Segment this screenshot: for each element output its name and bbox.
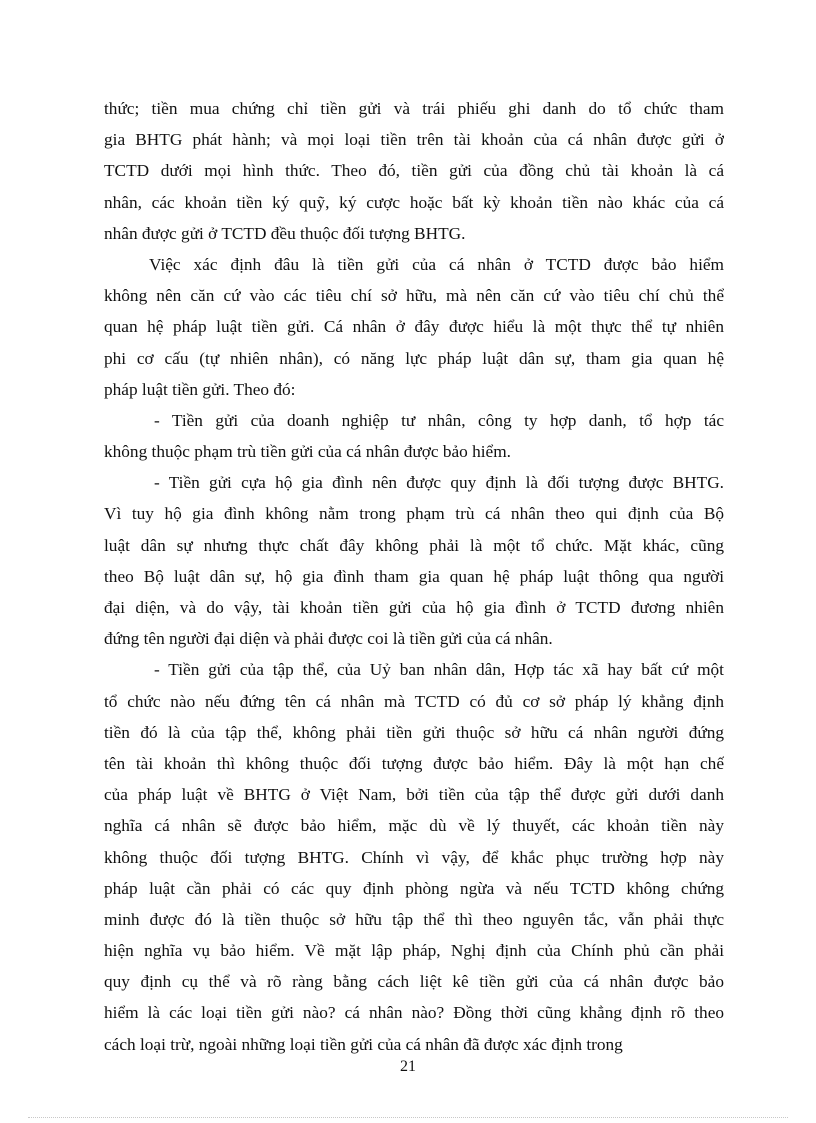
text-line: Việc xác định đâu là tiền gửi của cá nhân ở TCTD được bảo hiểm xyxy=(149,254,724,274)
text-line: hiểm là các loại tiền gửi nào? cá nhân nào? Đồng thời cũng khẳng định rõ theo xyxy=(104,1003,724,1023)
text-line: quan hệ pháp luật tiền gửi. Cá nhân ở đây được hiểu là một thực thể tự nhiên xyxy=(104,317,724,337)
text-line: - Tiền gửi cựa hộ gia đình nên được quy định là đối tượng được BHTG. xyxy=(154,473,724,493)
text-line: theo Bộ luật dân sự, hộ gia đình tham gia quan hệ pháp luật thông qua người xyxy=(104,566,724,586)
text-line: tên tài khoản thì không thuộc đối tượng được bảo hiểm. Đây là một hạn chế xyxy=(104,753,724,773)
text-line: pháp luật tiền gửi. Theo đó: xyxy=(104,379,296,399)
text-line: nghĩa cá nhân sẽ được bảo hiểm, mặc dù về lý thuyết, các khoản tiền này xyxy=(104,816,724,836)
text-line: - Tiền gửi của doanh nghiệp tư nhân, công ty hợp danh, tổ hợp tác xyxy=(154,410,724,430)
text-line: luật dân sự nhưng thực chất đây không phải là một tổ chức. Mặt khác, cũng xyxy=(104,535,724,555)
text-line: thức; tiền mua chứng chỉ tiền gửi và trái phiếu ghi danh do tổ chức tham xyxy=(104,99,724,118)
page-number: 21 xyxy=(400,1058,416,1075)
text-line: - Tiền gửi của tập thể, của Uỷ ban nhân dân, Hợp tác xã hay bất cứ một xyxy=(154,660,724,680)
text-line: Vì tuy hộ gia đình không nằm trong phạm trù cá nhân theo qui định của Bộ xyxy=(104,504,724,524)
text-line: TCTD dưới mọi hình thức. Theo đó, tiền gửi của đồng chủ tài khoản là cá xyxy=(104,161,724,181)
text-line: không thuộc phạm trù tiền gửi của cá nhân được bảo hiểm. xyxy=(104,442,511,462)
text-line: không thuộc đối tượng BHTG. Chính vì vậy, để khắc phục trường hợp này xyxy=(104,847,724,867)
text-line: pháp luật cần phải có các quy định phòng ngừa và nếu TCTD không chứng xyxy=(104,878,724,898)
text-line: tổ chức nào nếu đứng tên cá nhân mà TCTD có đủ cơ sở pháp lý khẳng định xyxy=(104,691,724,711)
text-line: cách loại trừ, ngoài những loại tiền gửi của cá nhân đã được xác định trong xyxy=(104,1034,623,1054)
text-line: không nên căn cứ vào các tiêu chí sở hữu, mà nên căn cứ vào tiêu chí chủ thể xyxy=(104,286,724,306)
text-line: của pháp luật về BHTG ở Việt Nam, bởi tiền của tập thể được gửi dưới danh xyxy=(104,785,724,805)
text-line: gia BHTG phát hành; và mọi loại tiền trên tài khoản của cá nhân được gửi ở xyxy=(104,130,724,150)
text-line: minh được đó là tiền thuộc sở hữu tập thể thì theo nguyên tắc, vẫn phải thực xyxy=(104,909,724,929)
text-line: đứng tên người đại diện và phải được coi là tiền gửi của cá nhân. xyxy=(104,629,553,649)
text-line: nhân được gửi ở TCTD đều thuộc đối tượng BHTG. xyxy=(104,223,466,243)
page-bottom-rule xyxy=(28,1117,788,1118)
text-line: hiện nghĩa vụ bảo hiểm. Về mặt lập pháp, Nghị định của Chính phủ cần phải xyxy=(104,941,724,961)
text-line: đại diện, và do vậy, tài khoản tiền gửi của hộ gia đình ở TCTD đương nhiên xyxy=(104,598,724,617)
text-line: nhân, các khoản tiền ký quỹ, ký cược hoặc bất kỳ khoản tiền nào khác của cá xyxy=(104,192,724,212)
text-line: quy định cụ thể và rõ ràng bằng cách liệt kê tiền gửi của cá nhân được bảo xyxy=(104,972,724,992)
text-line: tiền đó là của tập thể, không phải tiền gửi thuộc sở hữu cá nhân người đứng xyxy=(104,722,724,742)
body-text xyxy=(104,93,724,1060)
text-line: phi cơ cấu (tự nhiên nhân), có năng lực pháp luật dân sự, tham gia quan hệ xyxy=(104,348,724,368)
